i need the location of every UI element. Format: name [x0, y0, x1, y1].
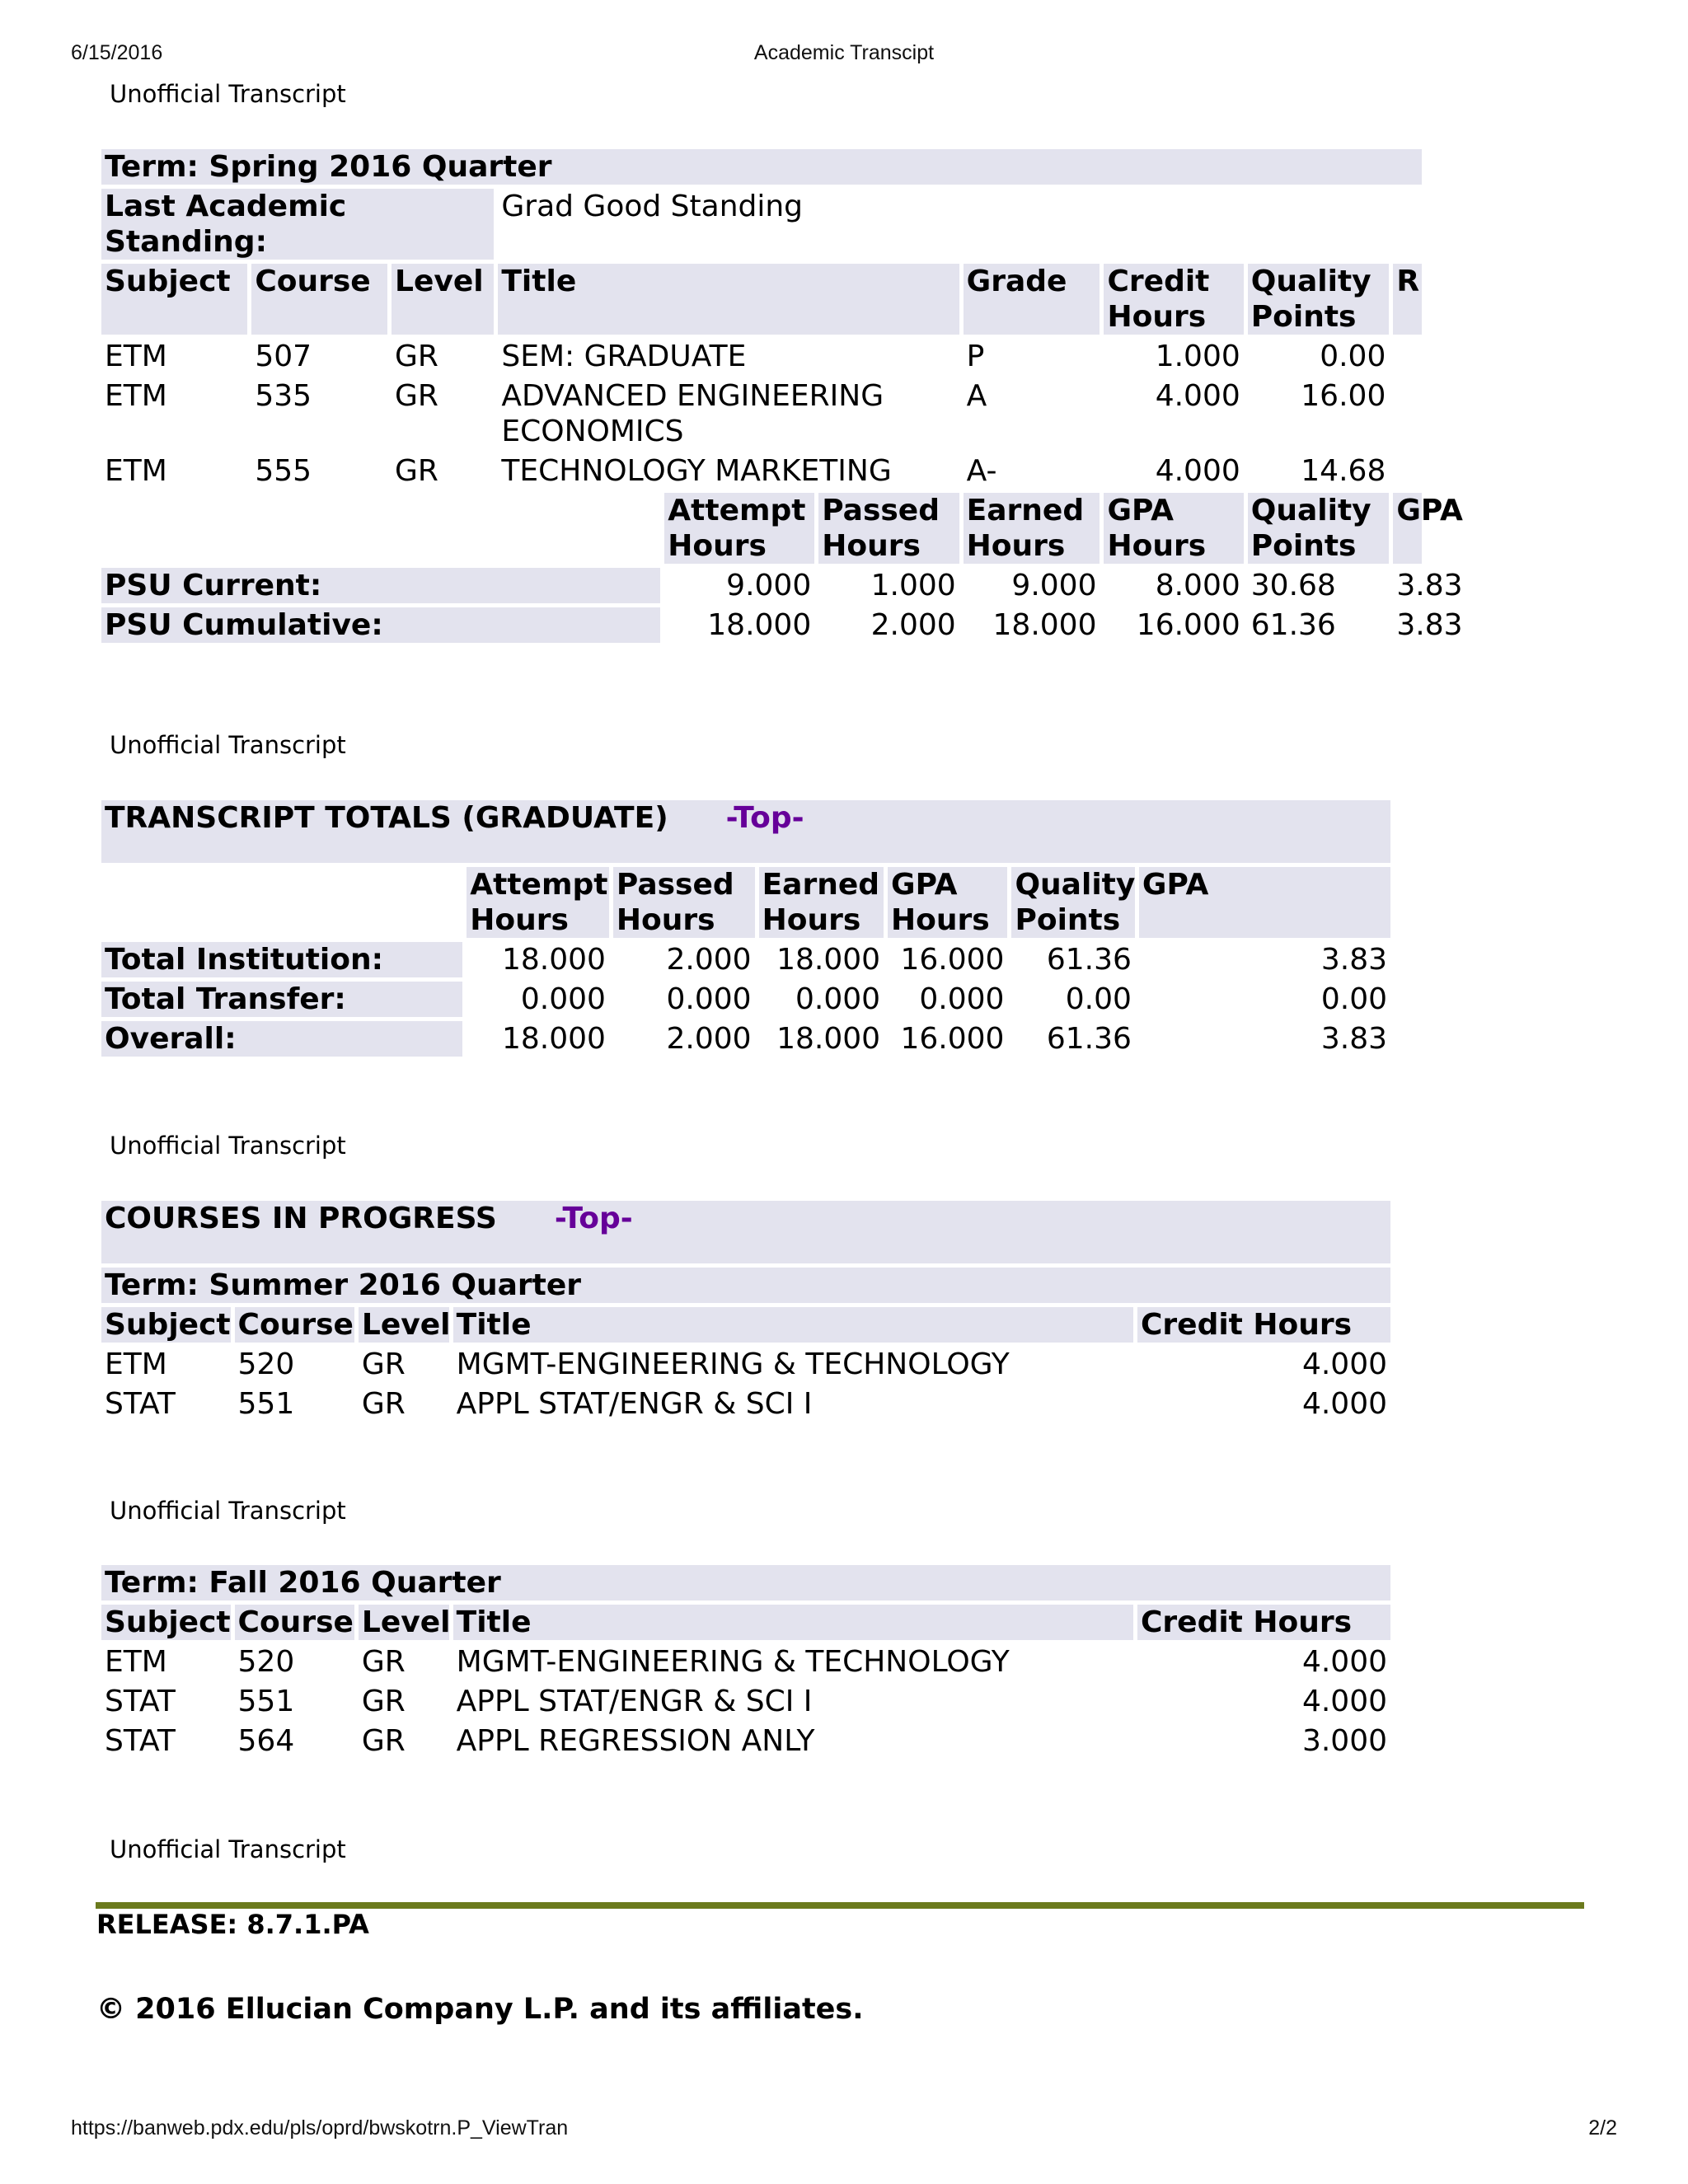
course-number: 507 [255, 340, 312, 373]
gpa-hours: 0.000 [919, 982, 1005, 1016]
gpa: 3.83 [1320, 943, 1387, 977]
gpa: 3.83 [1396, 608, 1463, 642]
gpa: 3.83 [1396, 569, 1463, 602]
term-label: Term: Fall 2016 Quarter [101, 1565, 1390, 1601]
table-row [101, 1644, 1390, 1680]
level: GR [395, 454, 438, 488]
course-title: APPL REGRESSION ANLY [456, 1724, 815, 1758]
level: GR [361, 1387, 406, 1421]
totals-row [101, 942, 1390, 977]
attempt-hours: 18.000 [707, 608, 812, 642]
unofficial-transcript-label: Unofficial Transcript [110, 80, 346, 108]
table-row [101, 1684, 1390, 1719]
col-course: Course [251, 264, 387, 335]
subject: STAT [105, 1724, 176, 1758]
unofficial-transcript-label: Unofficial Transcript [110, 1132, 346, 1160]
quality-points: 61.36 [1046, 1022, 1132, 1056]
subject: STAT [105, 1685, 176, 1718]
subject: ETM [105, 1347, 167, 1381]
level: GR [395, 340, 438, 373]
transcript-totals-table [97, 796, 1395, 1061]
passed-hours: 2.000 [666, 1022, 752, 1056]
col-level: Level [392, 264, 494, 335]
col-level: Level [359, 1605, 449, 1640]
col-passed-hours: Passed Hours [613, 867, 755, 938]
attempt-hours: 18.000 [501, 943, 606, 977]
term-row [101, 1565, 1390, 1601]
page-number: 2/2 [1588, 2116, 1617, 2139]
credit-hours: 1.000 [1155, 340, 1240, 373]
term-label: Term: Spring 2016 Quarter [101, 149, 1422, 185]
earned-hours: 18.000 [776, 943, 881, 977]
credit-hours: 4.000 [1301, 1645, 1387, 1679]
unofficial-transcript-label: Unofficial Transcript [110, 1835, 346, 1863]
subject: ETM [105, 454, 167, 488]
course-number: 555 [255, 454, 312, 488]
term-row [101, 149, 1422, 185]
top-link[interactable]: -Top- [554, 1202, 633, 1235]
course-header-row [101, 264, 1422, 335]
col-earned-hours: Earned Hours [964, 493, 1100, 564]
table-row [101, 1347, 1390, 1382]
course-header-row [101, 1605, 1390, 1640]
gpa: 3.83 [1320, 1022, 1387, 1056]
gpa-hours: 8.000 [1155, 569, 1240, 602]
subject: ETM [105, 379, 167, 413]
term-label: Term: Summer 2016 Quarter [101, 1268, 1390, 1303]
col-attempt-hours: Attempt Hours [664, 493, 814, 564]
course-number: 520 [237, 1347, 295, 1381]
col-grade: Grade [964, 264, 1100, 335]
summary-label: PSU Cumulative: [101, 607, 660, 643]
earned-hours: 0.000 [795, 982, 881, 1016]
subject: STAT [105, 1387, 176, 1421]
totals-row [101, 982, 1390, 1017]
course-number: 551 [237, 1685, 295, 1718]
col-attempt-hours: Attempt Hours [467, 867, 609, 938]
credit-hours: 3.000 [1301, 1724, 1387, 1758]
in-progress-title [101, 1201, 1390, 1263]
subject: ETM [105, 1645, 167, 1679]
grade: A- [966, 454, 997, 488]
col-quality-points: Quality Points [1011, 867, 1134, 938]
course-title: SEM: GRADUATE [501, 340, 747, 373]
table-row [101, 339, 1422, 374]
col-credit-hours: Credit Hours [1104, 264, 1243, 335]
quality-points: 14.68 [1301, 454, 1386, 488]
credit-hours: 4.000 [1301, 1347, 1387, 1381]
col-subject: Subject [101, 1307, 231, 1343]
release-version: RELEASE: 8.7.1.PA [96, 1909, 369, 1940]
course-header-row [101, 1307, 1390, 1343]
in-progress-title-text: COURSES IN PROGRESS [105, 1202, 497, 1235]
totals-title [101, 800, 1390, 863]
standing-value: Grad Good Standing [501, 190, 804, 223]
table-row [101, 378, 1422, 449]
col-credit-hours: Credit Hours [1137, 1605, 1390, 1640]
col-earned-hours: Earned Hours [759, 867, 884, 938]
gpa: 0.00 [1320, 982, 1387, 1016]
credit-hours: 4.000 [1155, 379, 1240, 413]
gpa-hours: 16.000 [1136, 608, 1240, 642]
col-r: R [1393, 264, 1422, 335]
summary-header-row [101, 493, 1422, 564]
attempt-hours: 0.000 [520, 982, 606, 1016]
print-header [71, 41, 1617, 66]
col-course: Course [235, 1605, 354, 1640]
col-title: Title [498, 264, 959, 335]
course-number: 551 [237, 1387, 295, 1421]
col-level: Level [359, 1307, 449, 1343]
col-gpa: GPA [1393, 493, 1422, 564]
course-title: APPL STAT/ENGR & SCI I [456, 1685, 813, 1718]
table-row [101, 1723, 1390, 1759]
col-gpa-hours: GPA Hours [888, 867, 1007, 938]
course-title: MGMT-ENGINEERING & TECHNOLOGY [456, 1347, 1010, 1381]
grade: A [966, 379, 987, 413]
top-link[interactable]: -Top- [725, 801, 804, 835]
in-progress-title-row [101, 1201, 1390, 1263]
gpa-hours: 16.000 [900, 1022, 1005, 1056]
earned-hours: 9.000 [1011, 569, 1097, 602]
course-title: ADVANCED ENGINEERING ECONOMICS [501, 379, 884, 448]
table-row [101, 1386, 1390, 1422]
course-title: TECHNOLOGY MARKETING [501, 454, 892, 488]
col-quality-points: Quality Points [1248, 264, 1390, 335]
level: GR [361, 1347, 406, 1381]
col-passed-hours: Passed Hours [818, 493, 959, 564]
level: GR [361, 1724, 406, 1758]
credit-hours: 4.000 [1155, 454, 1240, 488]
totals-title-text: TRANSCRIPT TOTALS (GRADUATE) [105, 801, 668, 835]
quality-points: 0.00 [1320, 340, 1386, 373]
term-fall-table [97, 1561, 1395, 1763]
earned-hours: 18.000 [992, 608, 1097, 642]
subject: ETM [105, 340, 167, 373]
quality-points: 0.00 [1065, 982, 1132, 1016]
col-quality-points: Quality Points [1248, 493, 1390, 564]
unofficial-transcript-label: Unofficial Transcript [110, 1497, 346, 1525]
totals-label: Total Transfer: [101, 982, 462, 1017]
table-row [101, 453, 1422, 489]
col-credit-hours: Credit Hours [1137, 1307, 1390, 1343]
attempt-hours: 18.000 [501, 1022, 606, 1056]
totals-label: Overall: [101, 1021, 462, 1057]
totals-row [101, 1021, 1390, 1057]
level: GR [395, 379, 438, 413]
col-gpa-hours: GPA Hours [1104, 493, 1243, 564]
course-number: 535 [255, 379, 312, 413]
totals-header-row [101, 867, 1390, 938]
print-title: Academic Transcipt [753, 41, 935, 64]
summary-row [101, 568, 1422, 603]
quality-points: 61.36 [1046, 943, 1132, 977]
footer-divider [96, 1902, 1584, 1909]
earned-hours: 18.000 [776, 1022, 881, 1056]
quality-points: 30.68 [1250, 569, 1336, 602]
copyright-notice: © 2016 Ellucian Company L.P. and its affiliates. [96, 1993, 864, 2026]
print-url: https://banweb.pdx.edu/pls/oprd/bwskotrn.P_ViewTran [71, 2116, 569, 2139]
passed-hours: 0.000 [666, 982, 752, 1016]
col-subject: Subject [101, 1605, 231, 1640]
term-row [101, 1268, 1390, 1303]
course-number: 520 [237, 1645, 295, 1679]
summary-row [101, 607, 1422, 643]
level: GR [361, 1645, 406, 1679]
unofficial-transcript-label: Unofficial Transcript [110, 731, 346, 759]
col-subject: Subject [101, 264, 247, 335]
course-number: 564 [237, 1724, 295, 1758]
credit-hours: 4.000 [1301, 1387, 1387, 1421]
print-date: 6/15/2016 [71, 41, 163, 64]
passed-hours: 2.000 [870, 608, 956, 642]
courses-in-progress-table [97, 1197, 1395, 1426]
passed-hours: 2.000 [666, 943, 752, 977]
gpa-hours: 16.000 [900, 943, 1005, 977]
totals-label: Total Institution: [101, 942, 462, 977]
quality-points: 16.00 [1301, 379, 1386, 413]
standing-row [101, 189, 1422, 260]
totals-title-row [101, 800, 1390, 863]
col-title: Title [453, 1307, 1133, 1343]
credit-hours: 4.000 [1301, 1685, 1387, 1718]
attempt-hours: 9.000 [726, 569, 812, 602]
course-title: MGMT-ENGINEERING & TECHNOLOGY [456, 1645, 1010, 1679]
standing-label: Last Academic Standing: [101, 189, 494, 260]
print-footer [71, 2116, 1617, 2141]
summary-label: PSU Current: [101, 568, 660, 603]
col-title: Title [453, 1605, 1133, 1640]
passed-hours: 1.000 [870, 569, 956, 602]
col-course: Course [235, 1307, 354, 1343]
quality-points: 61.36 [1250, 608, 1336, 642]
term-spring-table [97, 145, 1463, 647]
col-gpa: GPA [1139, 867, 1390, 938]
course-title: APPL STAT/ENGR & SCI I [456, 1387, 813, 1421]
level: GR [361, 1685, 406, 1718]
grade: P [966, 340, 985, 373]
